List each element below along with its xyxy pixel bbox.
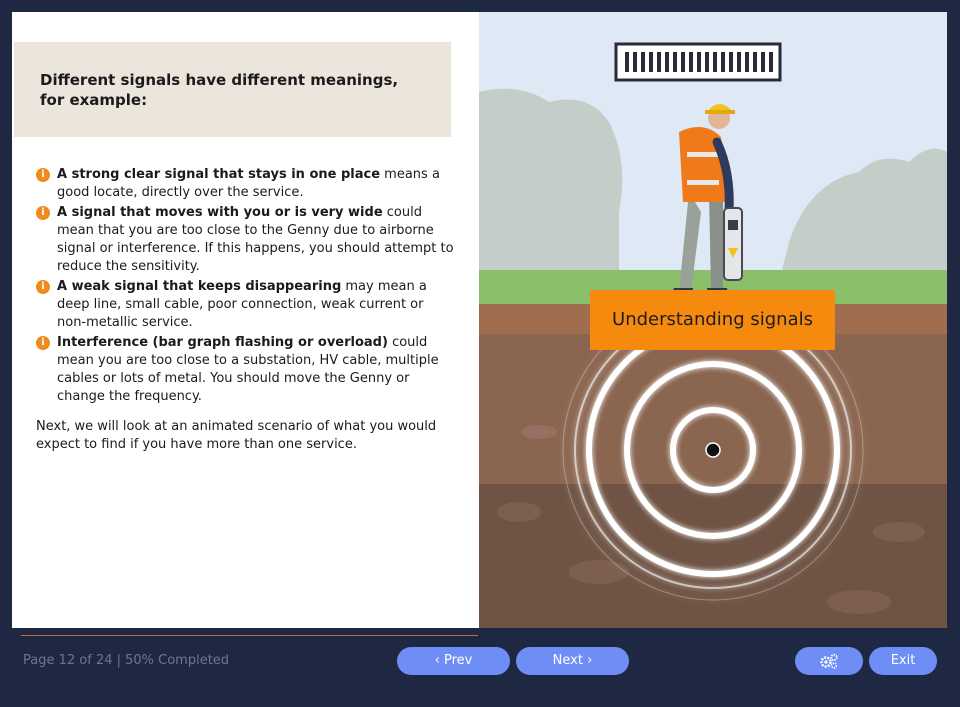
bar-graph-bars — [622, 50, 774, 74]
list-item — [36, 166, 456, 202]
prev-label: Prev — [443, 653, 473, 668]
bar-graph-segment — [689, 52, 693, 72]
bullet-bold: A weak signal that keeps disappearing — [57, 279, 342, 294]
content-body — [36, 166, 456, 454]
bullet-bold: A signal that moves with you or is very wide — [57, 205, 383, 220]
bar-graph-segment — [769, 52, 773, 72]
bullet-text: could mean that you are too close to the Genny due to airborne signal or interference. If this happens, you should attempt to reduce the sensitivity. — [57, 205, 454, 274]
page-heading: Different signals have different meanings, for example: — [40, 71, 399, 109]
buried-service-dot — [706, 443, 720, 457]
bullet-text: may mean a deep line, small cable, poor connection, weak current or non-metallic service. — [57, 279, 427, 330]
bar-graph-segment — [729, 52, 733, 72]
rock — [521, 425, 557, 439]
bar-graph-segment — [657, 52, 661, 72]
heading-box — [14, 42, 451, 137]
exit-button[interactable]: Exit — [869, 647, 937, 675]
illustration-label: Understanding signals — [590, 290, 835, 350]
bar-graph-segment — [713, 52, 717, 72]
rock — [827, 590, 891, 614]
next-button[interactable] — [516, 647, 629, 675]
bar-graph-segment — [673, 52, 677, 72]
text-panel — [12, 12, 479, 628]
bar-graph-segment — [745, 52, 749, 72]
info-icon: i — [36, 280, 50, 294]
list-item — [36, 334, 456, 406]
bar-graph-segment — [761, 52, 765, 72]
progress-divider — [21, 635, 478, 636]
bullet-text: means a good locate, directly over the service. — [57, 167, 440, 200]
rock — [497, 502, 541, 522]
bullet-text: could mean you are too close to a substation, HV cable, multiple cables or lots of metal. You should move the Genny or change the frequency. — [57, 335, 439, 404]
bar-graph-segment — [641, 52, 645, 72]
bar-graph-segment — [721, 52, 725, 72]
bush-left — [479, 89, 622, 282]
bar-graph-segment — [753, 52, 757, 72]
bullet-bold: A strong clear signal that stays in one place — [57, 167, 381, 182]
closing-paragraph: Next, we will look at an animated scenario of what you would expect to find if you have more than one service. — [36, 419, 437, 452]
bar-graph-segment — [705, 52, 709, 72]
bar-graph-segment — [665, 52, 669, 72]
bullet-bold: Interference (bar graph flashing or overload) — [57, 335, 388, 350]
chevron-right-icon: › — [587, 653, 593, 668]
info-icon: i — [36, 336, 50, 350]
bar-graph-segment — [649, 52, 653, 72]
bar-graph-segment — [625, 52, 629, 72]
list-item — [36, 204, 456, 276]
rock — [873, 522, 925, 542]
bar-graph-segment — [697, 52, 701, 72]
info-icon: i — [36, 168, 50, 182]
illustration-panel — [479, 12, 947, 628]
info-icon: i — [36, 206, 50, 220]
settings-button[interactable] — [795, 647, 863, 675]
gears-icon — [819, 653, 839, 669]
prev-button[interactable] — [397, 647, 510, 675]
rock — [569, 560, 629, 584]
lesson-stage — [12, 12, 947, 628]
bar-graph-segment — [737, 52, 741, 72]
bar-graph-segment — [681, 52, 685, 72]
list-item — [36, 278, 456, 332]
next-label: Next — [552, 653, 583, 668]
bar-graph-segment — [633, 52, 637, 72]
chevron-left-icon: ‹ — [434, 653, 440, 668]
page-status: Page 12 of 24 | 50% Completed — [23, 653, 230, 668]
